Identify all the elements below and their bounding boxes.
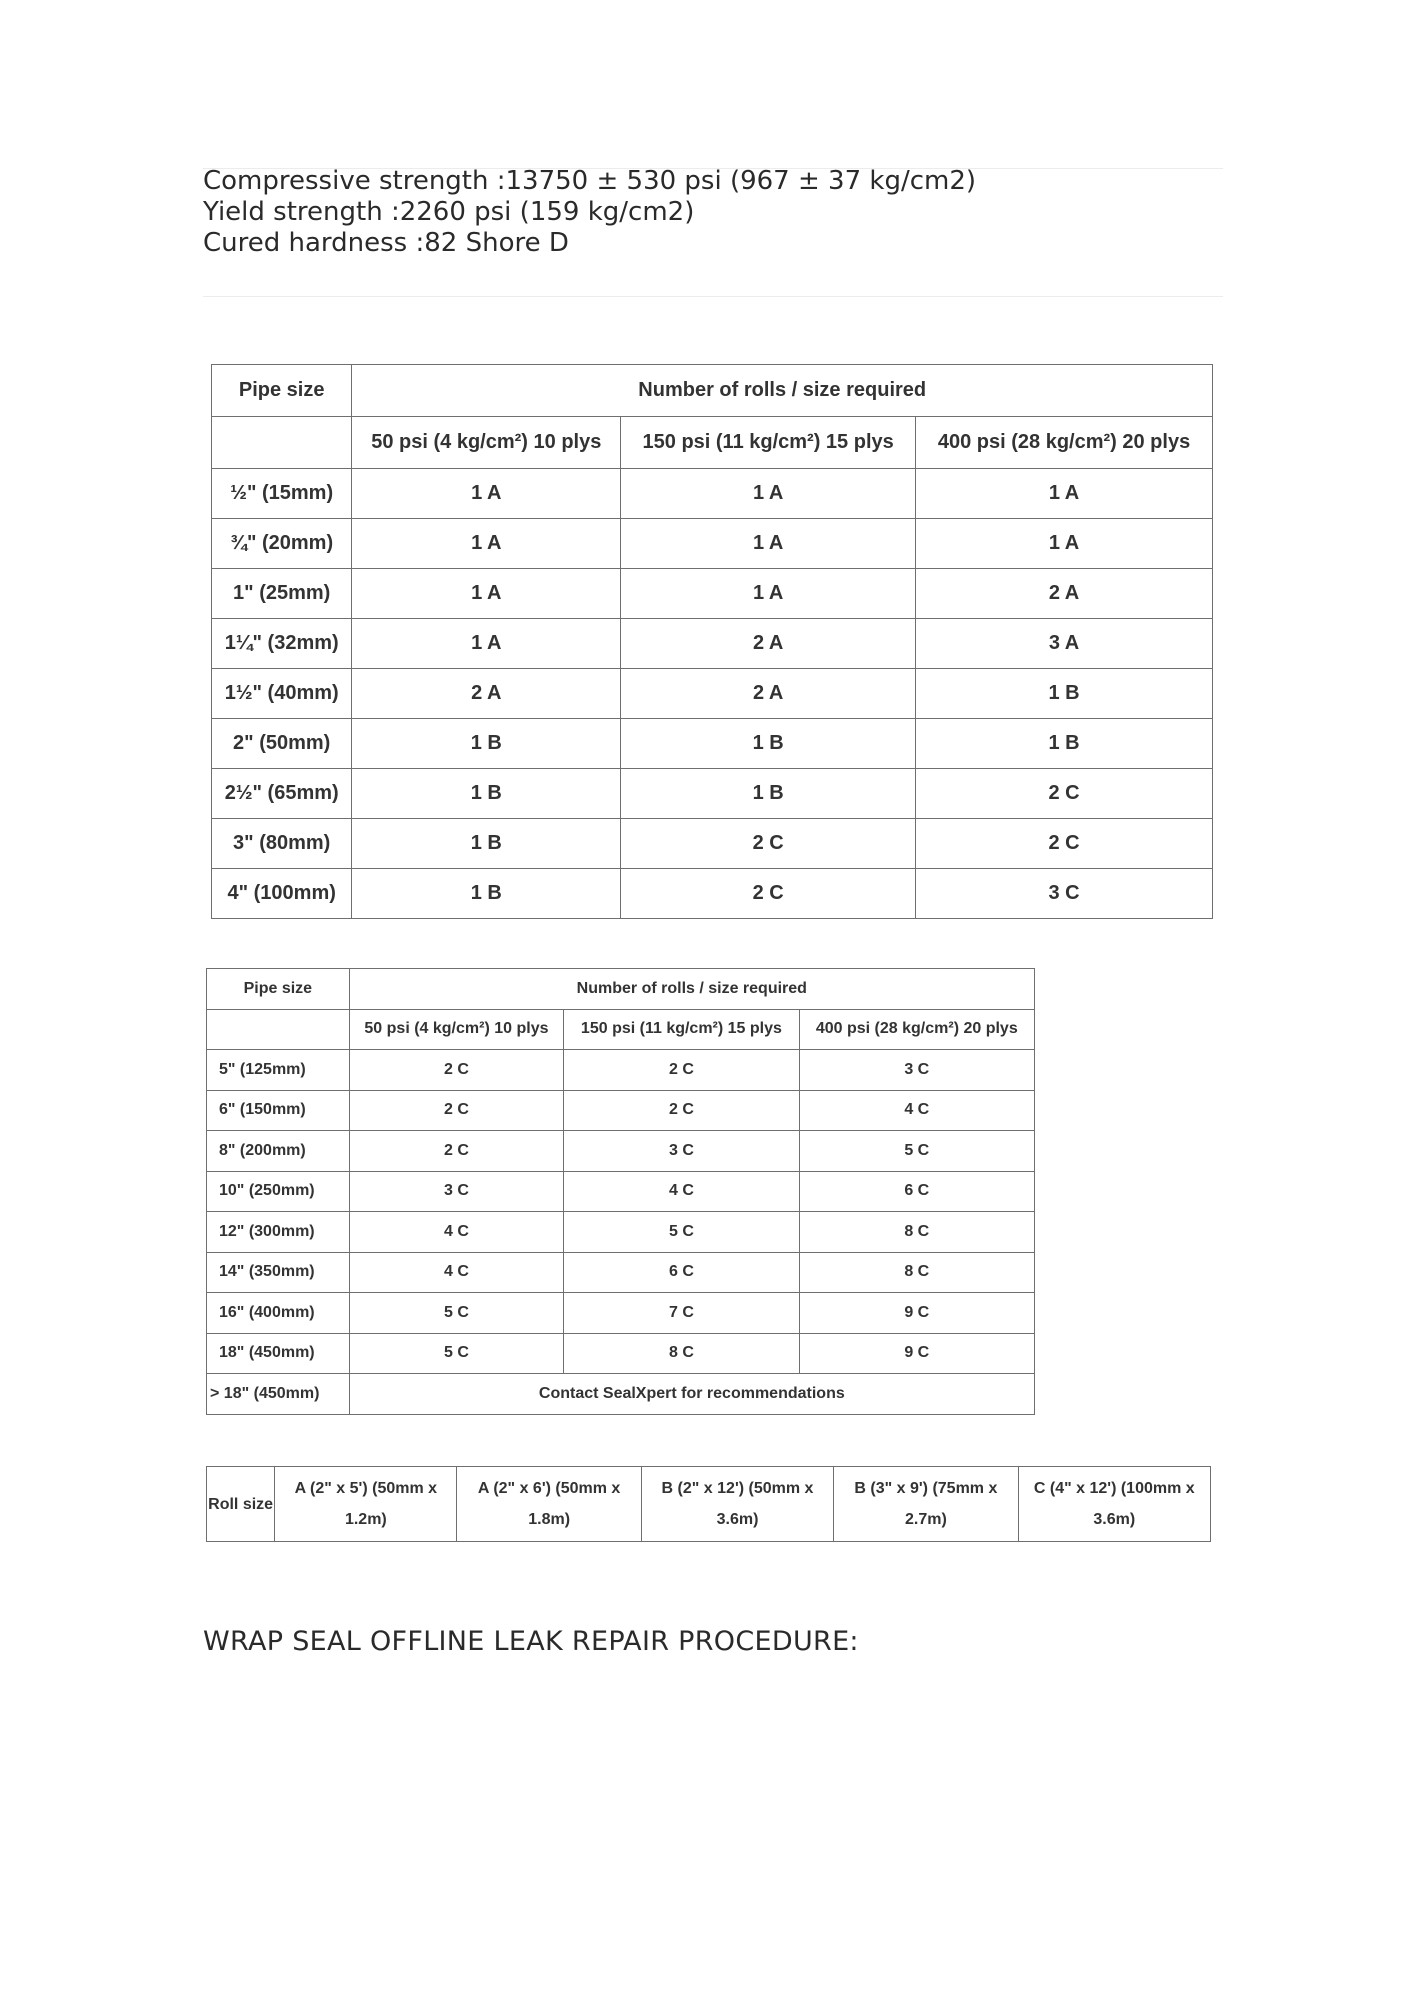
value-cell: 1 B: [352, 719, 621, 769]
value-cell: 1 B: [916, 719, 1213, 769]
roll-size-c-12ft: C (4" x 12') (100mm x 3.6m): [1018, 1467, 1210, 1542]
pipe-size-cell: 2½" (65mm): [212, 769, 352, 819]
pipe-size-cell: ½" (15mm): [212, 469, 352, 519]
value-cell: 2 C: [916, 819, 1213, 869]
table-row: [207, 1050, 1035, 1091]
table-row: [207, 1252, 1035, 1293]
value-cell: 1 A: [621, 519, 916, 569]
value-cell: 4 C: [349, 1252, 564, 1293]
value-cell: 2 C: [349, 1090, 564, 1131]
spec-yield-strength: Yield strength :2260 psi (159 kg/cm2): [203, 197, 695, 227]
pipe-size-cell: 3" (80mm): [212, 819, 352, 869]
table-row: [207, 1131, 1035, 1172]
value-cell: 8 C: [799, 1212, 1034, 1253]
table-row: [212, 769, 1213, 819]
value-cell: 1 B: [352, 819, 621, 869]
table-row: [207, 1212, 1035, 1253]
value-cell: 2 C: [349, 1050, 564, 1091]
table-row: [207, 1374, 1035, 1415]
pipe-size-cell: 1¼" (32mm): [212, 619, 352, 669]
table-row: [212, 669, 1213, 719]
spec-compressive-strength: Compressive strength :13750 ± 530 psi (967 ± 37 kg/cm2): [203, 166, 977, 196]
pipe-size-cell: 6" (150mm): [207, 1090, 350, 1131]
pipe-size-cell: 14" (350mm): [207, 1252, 350, 1293]
value-cell: 9 C: [799, 1293, 1034, 1334]
header-400psi: 400 psi (28 kg/cm²) 20 plys: [916, 417, 1213, 469]
value-cell: 1 A: [916, 519, 1213, 569]
divider: [203, 296, 1223, 297]
value-cell: 3 C: [799, 1050, 1034, 1091]
pipe-size-cell: 12" (300mm): [207, 1212, 350, 1253]
pipe-size-cell: 18" (450mm): [207, 1333, 350, 1374]
pipe-size-cell: > 18" (450mm): [207, 1374, 350, 1415]
header-400psi: 400 psi (28 kg/cm²) 20 plys: [799, 1009, 1034, 1050]
value-cell: 1 A: [621, 569, 916, 619]
large-pipe-rolls-table: [206, 968, 1035, 1415]
value-cell: 1 B: [352, 769, 621, 819]
pipe-size-cell: 1½" (40mm): [212, 669, 352, 719]
roll-size-a-6ft: A (2" x 6') (50mm x 1.8m): [457, 1467, 641, 1542]
value-cell: 7 C: [564, 1293, 799, 1334]
pipe-size-cell: 10" (250mm): [207, 1171, 350, 1212]
section-title: WRAP SEAL OFFLINE LEAK REPAIR PROCEDURE:: [203, 1626, 859, 1657]
roll-size-b-9ft: B (3" x 9') (75mm x 2.7m): [834, 1467, 1018, 1542]
value-cell: 1 B: [621, 719, 916, 769]
value-cell: 1 A: [352, 519, 621, 569]
header-150psi: 150 psi (11 kg/cm²) 15 plys: [564, 1009, 799, 1050]
value-cell: 2 A: [621, 669, 916, 719]
value-cell: 2 C: [916, 769, 1213, 819]
table-row: [207, 1090, 1035, 1131]
header-150psi: 150 psi (11 kg/cm²) 15 plys: [621, 417, 916, 469]
header-rolls-required: Number of rolls / size required: [352, 365, 1213, 417]
value-cell: 5 C: [564, 1212, 799, 1253]
value-cell: 5 C: [349, 1293, 564, 1334]
value-cell: 1 A: [621, 469, 916, 519]
roll-size-b-12ft: B (2" x 12') (50mm x 3.6m): [641, 1467, 833, 1542]
table-row: [207, 1293, 1035, 1334]
pipe-size-cell: 5" (125mm): [207, 1050, 350, 1091]
value-cell: 2 A: [621, 619, 916, 669]
table-row: [212, 619, 1213, 669]
pipe-size-cell: 8" (200mm): [207, 1131, 350, 1172]
value-cell: 2 C: [621, 869, 916, 919]
value-cell: 3 C: [349, 1171, 564, 1212]
value-cell: 1 B: [352, 869, 621, 919]
value-cell: 2 C: [349, 1131, 564, 1172]
table-row: [207, 1171, 1035, 1212]
value-cell: 2 A: [352, 669, 621, 719]
value-cell: 4 C: [564, 1171, 799, 1212]
value-cell: 3 A: [916, 619, 1213, 669]
value-cell: 4 C: [799, 1090, 1034, 1131]
table-row: [212, 469, 1213, 519]
table-row: [212, 519, 1213, 569]
pipe-size-cell: ¾" (20mm): [212, 519, 352, 569]
value-cell: 1 A: [916, 469, 1213, 519]
spec-cured-hardness: Cured hardness :82 Shore D: [203, 228, 569, 258]
value-cell: 1 A: [352, 619, 621, 669]
value-cell: 1 B: [916, 669, 1213, 719]
header-empty-cell: [207, 1009, 350, 1050]
table-row: [212, 719, 1213, 769]
value-cell: 8 C: [564, 1333, 799, 1374]
small-pipe-rolls-table: [211, 364, 1213, 919]
roll-size-a-5ft: A (2" x 5') (50mm x 1.2m): [275, 1467, 457, 1542]
material-specs: [203, 166, 1223, 259]
contact-note: Contact SealXpert for recommendations: [349, 1374, 1034, 1415]
divider: [203, 168, 1223, 169]
value-cell: 9 C: [799, 1333, 1034, 1374]
value-cell: 2 C: [564, 1050, 799, 1091]
pipe-size-cell: 2" (50mm): [212, 719, 352, 769]
pipe-size-cell: 16" (400mm): [207, 1293, 350, 1334]
table-row: [212, 569, 1213, 619]
value-cell: 5 C: [799, 1131, 1034, 1172]
value-cell: 6 C: [799, 1171, 1034, 1212]
pipe-size-cell: 4" (100mm): [212, 869, 352, 919]
header-pipe-size: Pipe size: [207, 969, 350, 1010]
header-50psi: 50 psi (4 kg/cm²) 10 plys: [352, 417, 621, 469]
value-cell: 2 C: [621, 819, 916, 869]
value-cell: 8 C: [799, 1252, 1034, 1293]
value-cell: 1 B: [621, 769, 916, 819]
header-rolls-required: Number of rolls / size required: [349, 969, 1034, 1010]
value-cell: 4 C: [349, 1212, 564, 1253]
value-cell: 1 A: [352, 469, 621, 519]
table-row: [207, 1333, 1035, 1374]
header-pipe-size: Pipe size: [212, 365, 352, 417]
value-cell: 1 A: [352, 569, 621, 619]
value-cell: 3 C: [564, 1131, 799, 1172]
roll-size-table: [206, 1466, 1211, 1542]
value-cell: 6 C: [564, 1252, 799, 1293]
roll-size-label: Roll size: [207, 1467, 275, 1542]
pipe-size-cell: 1" (25mm): [212, 569, 352, 619]
value-cell: 3 C: [916, 869, 1213, 919]
table-row: [212, 819, 1213, 869]
value-cell: 5 C: [349, 1333, 564, 1374]
table-row: [212, 869, 1213, 919]
header-empty-cell: [212, 417, 352, 469]
value-cell: 2 A: [916, 569, 1213, 619]
header-50psi: 50 psi (4 kg/cm²) 10 plys: [349, 1009, 564, 1050]
value-cell: 2 C: [564, 1090, 799, 1131]
